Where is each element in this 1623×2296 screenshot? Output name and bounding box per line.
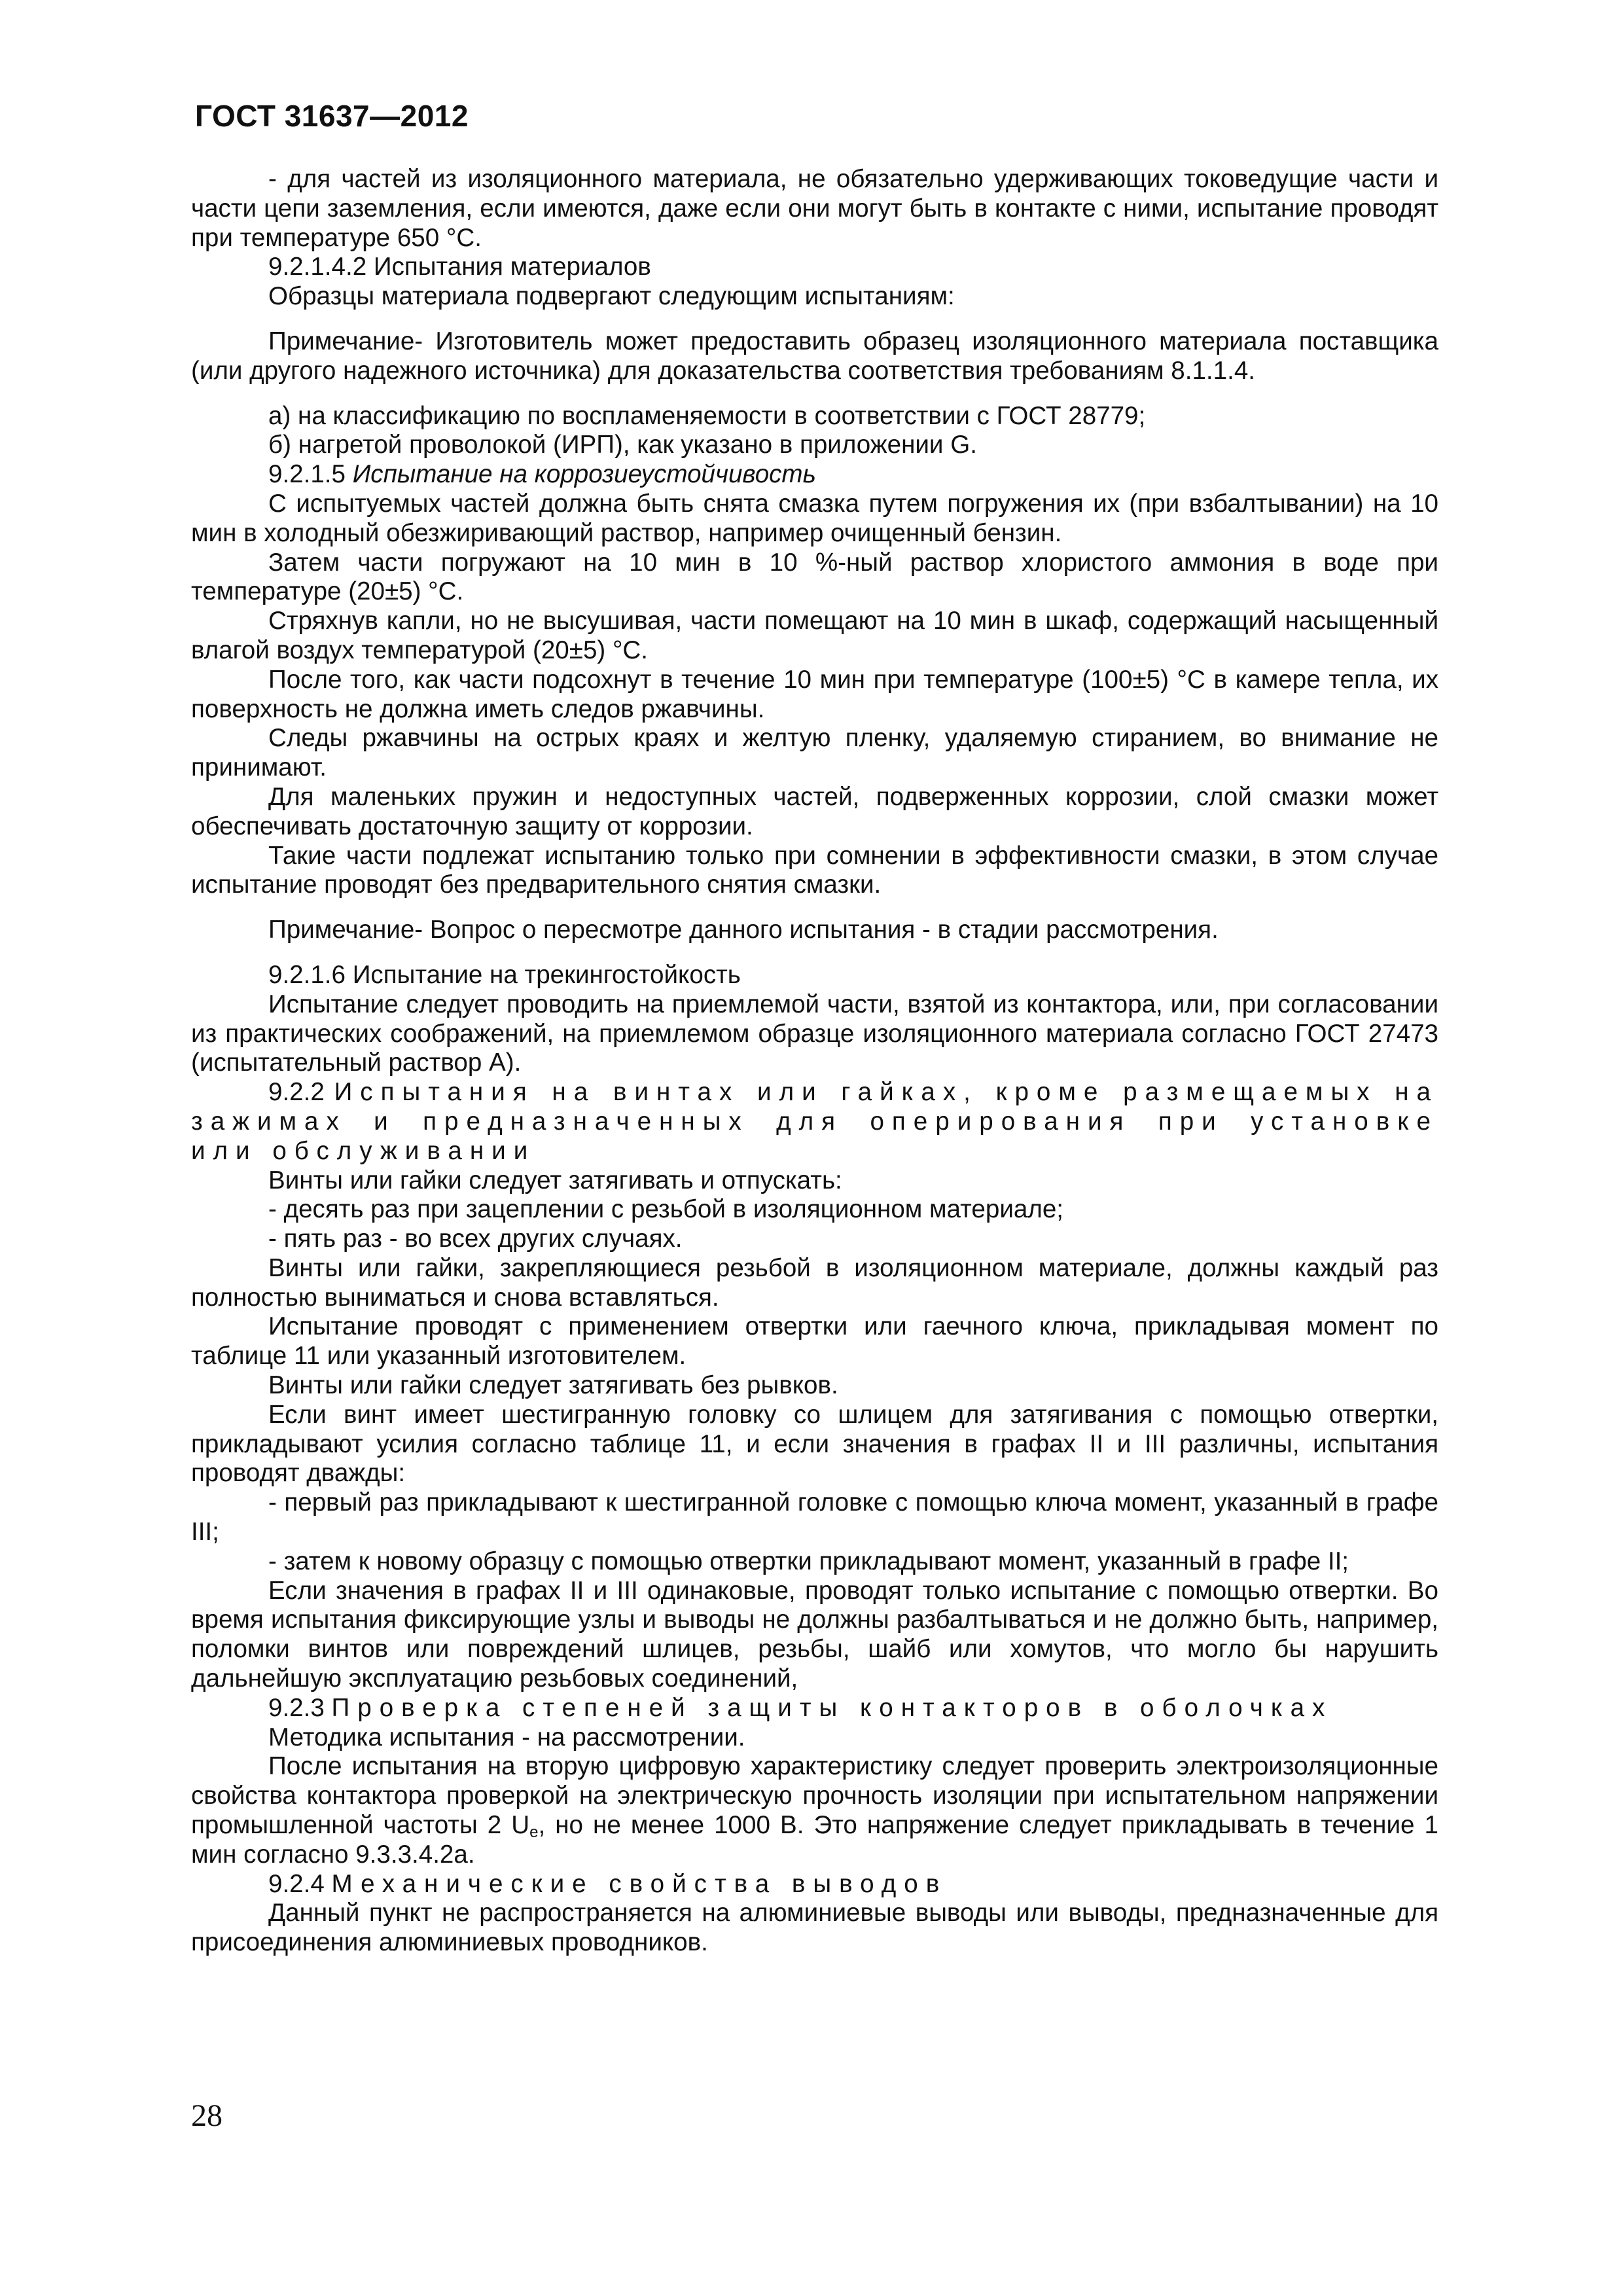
document-header: ГОСТ 31637—2012	[195, 99, 469, 133]
list-item: б) нагретой проволокой (ИРП), как указано в приложении G.	[268, 431, 977, 459]
paragraph-text: , но не менее 1000 В. Это напряжение следует прикладывать в течение 1 мин согласно 9.3.3.4.2а.	[191, 1811, 1438, 1869]
paragraph: Методика испытания - на рассмотрении.	[268, 1723, 745, 1751]
note: Примечание- Вопрос о пересмотре данного испытания - в стадии рассмотрения.	[268, 916, 1219, 944]
section-number: 9.2.3	[268, 1693, 332, 1722]
section-heading: 9.2.1.4.2 Испытания материалов	[268, 253, 651, 281]
list-item: - затем к новому образцу с помощью отвертки прикладывают момент, указанный в графе II;	[268, 1547, 1349, 1575]
section-heading	[191, 1694, 1438, 1723]
section-title: Испытания на винтах или гайках, кроме размещаемых на зажимах и предназначенных для оперирования при установке или обслуживании	[191, 1078, 1438, 1165]
section-title: Механические свойства выводов	[331, 1869, 948, 1898]
paragraph: Винты или гайки следует затягивать и отпускать:	[268, 1166, 842, 1194]
subscript: e	[529, 1823, 539, 1842]
paragraph: Для маленьких пружин и недоступных частей, подверженных коррозии, слой смазки может обеспечивать достаточную защиту от коррозии.	[191, 782, 1438, 840]
section-heading	[191, 460, 1438, 490]
paragraph: Затем части погружают на 10 мин в 10 %-ный раствор хлористого аммония в воде при температуре (20±5) °С.	[191, 548, 1438, 606]
paragraph: Стряхнув капли, но не высушивая, части помещают на 10 мин в шкаф, содержащий насыщенный влагой воздух температурой (20±5) °С.	[191, 607, 1438, 664]
paragraph: Винты или гайки следует затягивать без рывков.	[268, 1371, 838, 1400]
paragraph: Такие части подлежат испытанию только при сомнении в эффективности смазки, в этом случае испытание проводят без предварительного снятия смазки.	[191, 841, 1438, 899]
section-heading	[191, 1870, 1438, 1899]
paragraph: Данный пункт не распространяется на алюминиевые выводы или выводы, предназначенные для присоединения алюминиевых проводников.	[191, 1899, 1438, 1957]
document-body	[191, 165, 1438, 1958]
paragraph: Образцы материала подвергают следующим испытаниям:	[268, 282, 955, 311]
paragraph: Если значения в графах II и III одинаковые, проводят только испытание с помощью отвертки. Во время испытания фиксирующие узлы и выводы не должны разбалтываться и не должно быть, например, поломки винтов или повреждений шлицев, резьбы, шайб или хомутов, что могло бы нарушить дальнейшую эксплуатацию резьбовых соединений,	[191, 1576, 1438, 1693]
paragraph: После того, как части подсохнут в течение 10 мин при температуре (100±5) °С в камере тепла, их поверхность не должна иметь следов ржавчины.	[191, 665, 1438, 723]
section-title: Проверка степеней защиты контакторов в оболочках	[331, 1693, 1333, 1722]
paragraph: Винты или гайки, закрепляющиеся резьбой в изоляционном материале, должны каждый раз полностью выниматься и снова вставляться.	[191, 1253, 1438, 1312]
list-item: - первый раз прикладывают к шестигранной головке с помощью ключа момент, указанный в графе III;	[191, 1488, 1438, 1547]
paragraph: С испытуемых частей должна быть снята смазка путем погружения их (при взбалтывании) на 10 мин в холодный обезжиривающий раствор, например очищенный бензин.	[191, 489, 1438, 547]
list-item: - десять раз при зацеплении с резьбой в изоляционном материале;	[268, 1195, 1064, 1224]
page-number: 28	[191, 2098, 223, 2133]
note: Примечание- Изготовитель может предоставить образец изоляционного материала поставщика (или другого надежного источника) для доказательства соответствия требованиям 8.1.1.4.	[191, 327, 1438, 385]
list-item: - пять раз - во всех других случаях.	[268, 1225, 683, 1253]
paragraph: Испытание следует проводить на приемлемой части, взятой из контактора, или, при согласовании из практических соображений, на приемлемом образце изоляционного материала согласно ГОСТ 27473 (испытательный раствор А).	[191, 990, 1438, 1077]
paragraph	[191, 1752, 1438, 1869]
section-number: 9.2.1.5	[268, 460, 353, 489]
section-heading: 9.2.1.6 Испытание на трекингостойкость	[268, 960, 741, 989]
section-number: 9.2.2	[268, 1078, 334, 1107]
paragraph: Следы ржавчины на острых краях и желтую пленку, удаляемую стиранием, во внимание не принимают.	[191, 724, 1438, 782]
section-heading	[191, 1078, 1438, 1166]
paragraph: Испытание проводят с применением отвертки или гаечного ключа, прикладывая момент по таблице 11 или указанный изготовителем.	[191, 1312, 1438, 1371]
paragraph-text: После испытания на вторую цифровую характеристику следует проверить электроизоляционные свойства контактора проверкой на электрическую прочность изоляции при испытательном напряжении промышленной частоты 2 U	[191, 1752, 1438, 1840]
paragraph: - для частей из изоляционного материала, не обязательно удерживающих токоведущие части и части цепи заземления, если имеются, даже если они могут быть в контакте с ними, испытание проводят при температуре 650 °С.	[191, 165, 1438, 252]
section-number: 9.2.4	[268, 1869, 332, 1898]
section-title: Испытание на коррозиеустойчивость	[352, 460, 816, 489]
paragraph: Если винт имеет шестигранную головку со шлицем для затягивания с помощью отвертки, прикладывают усилия согласно таблице 11, и если значения в графах II и III различны, испытания проводят дважды:	[191, 1400, 1438, 1488]
list-item: а) на классификацию по воспламеняемости в соответствии с ГОСТ 28779;	[268, 401, 1146, 430]
